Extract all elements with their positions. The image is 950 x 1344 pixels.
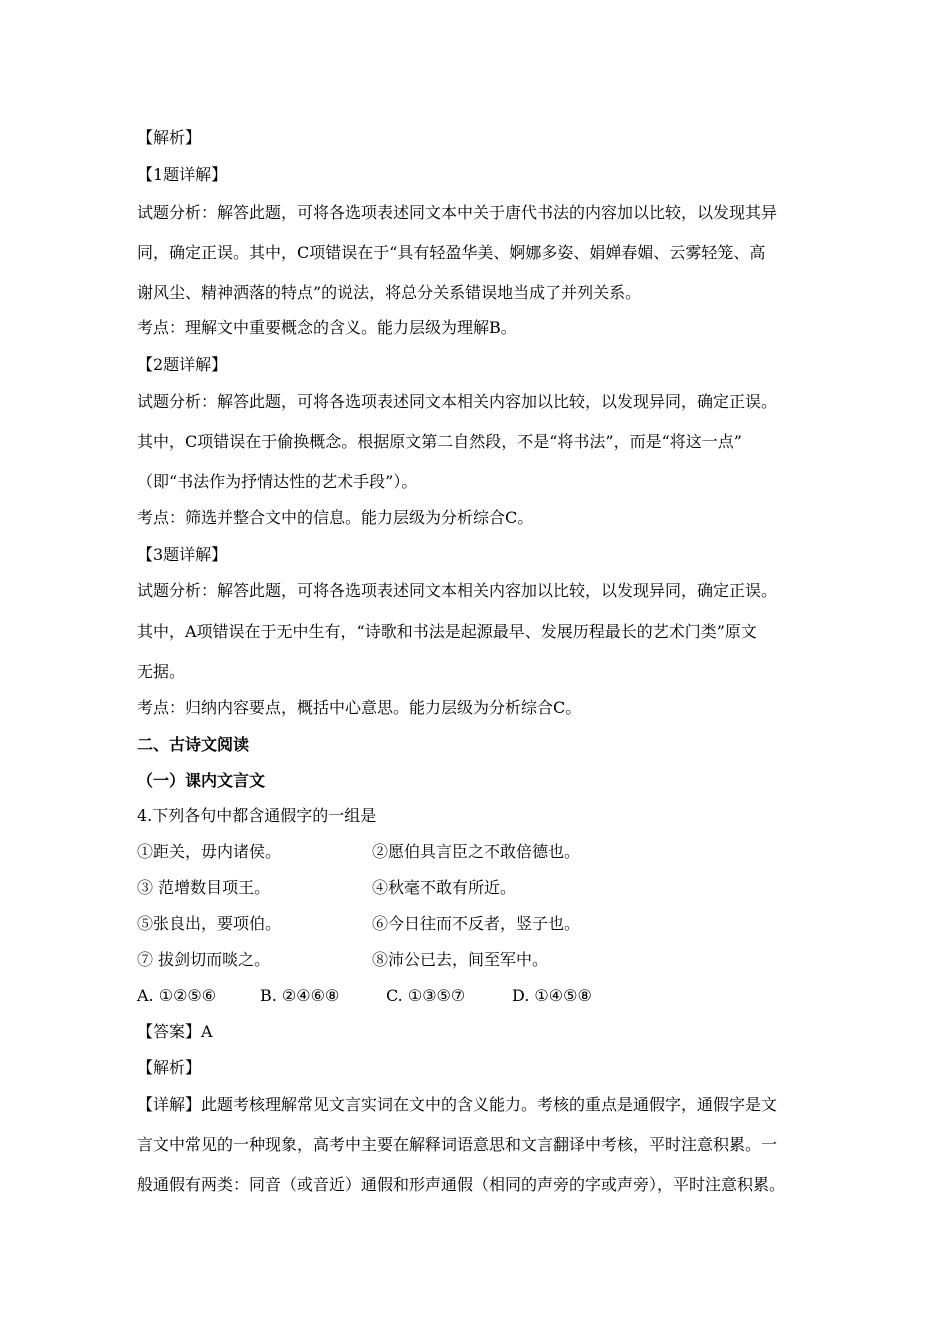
q3-kaodian: 考点：归纳内容要点，概括中心意思。能力层级为分析综合C。 [137, 698, 582, 717]
q1-kaodian: 考点：理解文中重要概念的含义。能力层级为理解B。 [137, 318, 517, 337]
q3-line: 其中，A项错误在于无中生有，“诗歌和书法是起源最早、发展历程最长的艺术门类”原文 [137, 622, 757, 641]
detail-text: 此题考核理解常见文言实词在文中的含义能力。考核的重点是通假字，通假字是文 [201, 1095, 778, 1114]
q2-line: 试题分析：解答此题，可将各选项表述同文本相关内容加以比较，以发现异同，确定正误。 [137, 392, 778, 411]
item: ⑥今日往而不反者，竖子也。 [372, 914, 581, 933]
section-heading: 二、古诗文阅读 [137, 735, 250, 754]
option-b: B. ②④⑥⑧ [260, 986, 340, 1005]
analysis-heading: 【解析】 [137, 128, 202, 147]
q1-line: 谢风尘、精神洒落的特点”的说法，将总分关系错误地当成了并列关系。 [137, 283, 642, 302]
option-d: D. ①④⑤⑧ [512, 986, 592, 1005]
item: ④秋毫不敢有所近。 [372, 878, 517, 897]
q2-line: 其中，C项错误在于偷换概念。根据原文第二自然段，不是“将书法”，而是“将这一点” [137, 432, 742, 451]
option-a: A. ①②⑤⑥ [137, 986, 217, 1005]
item: ③ 范增数目项王。 [137, 878, 271, 897]
question-stem: 4.下列各句中都含通假字的一组是 [137, 806, 377, 825]
detail-label: 【详解】 [137, 1095, 202, 1114]
q3-line: 试题分析：解答此题，可将各选项表述同文本相关内容加以比较，以发现异同，确定正误。 [137, 581, 778, 600]
q3-line: 无据。 [137, 662, 186, 681]
item-row [137, 950, 270, 970]
q1-line: 试题分析：解答此题，可将各选项表述同文本中关于唐代书法的内容加以比较，以发现其异 [137, 203, 778, 222]
q2-line: （即“书法作为抒情达性的艺术手段”）。 [137, 472, 418, 491]
item: ⑦ 拔剑切而啖之。 [137, 950, 271, 969]
detail-line: 般通假有两类：同音（或音近）通假和形声通假（相同的声旁的字或声旁），平时注意积累。 [137, 1175, 786, 1194]
q2-kaodian: 考点：筛选并整合文中的信息。能力层级为分析综合C。 [137, 508, 534, 527]
detail-line: 言文中常见的一种现象，高考中主要在解释词语意思和文言翻译中考核，平时注意积累。一 [137, 1135, 778, 1154]
section-subheading: （一）课内文言文 [137, 771, 266, 790]
item: ⑤张良出，要项伯。 [137, 914, 282, 933]
option-c: C. ①③⑤⑦ [386, 986, 466, 1005]
item-row [137, 914, 281, 934]
item: ⑧沛公已去，间至军中。 [372, 950, 549, 969]
item: ②愿伯具言臣之不敢倍德也。 [372, 842, 581, 861]
q3-heading: 【3题详解】 [137, 545, 228, 564]
q2-heading: 【2题详解】 [137, 355, 228, 374]
item-row [137, 878, 270, 898]
detail-line [137, 1095, 777, 1115]
q1-line: 同，确定正误。其中，C项错误在于“具有轻盈华美、婀娜多姿、娟婵春媚、云雾轻笼、高 [137, 243, 766, 262]
item: ①距关，毋内诸侯。 [137, 842, 282, 861]
item-row [137, 842, 281, 862]
q1-heading: 【1题详解】 [137, 165, 228, 184]
analysis-heading: 【解析】 [137, 1058, 202, 1077]
answer: 【答案】A [137, 1022, 213, 1041]
